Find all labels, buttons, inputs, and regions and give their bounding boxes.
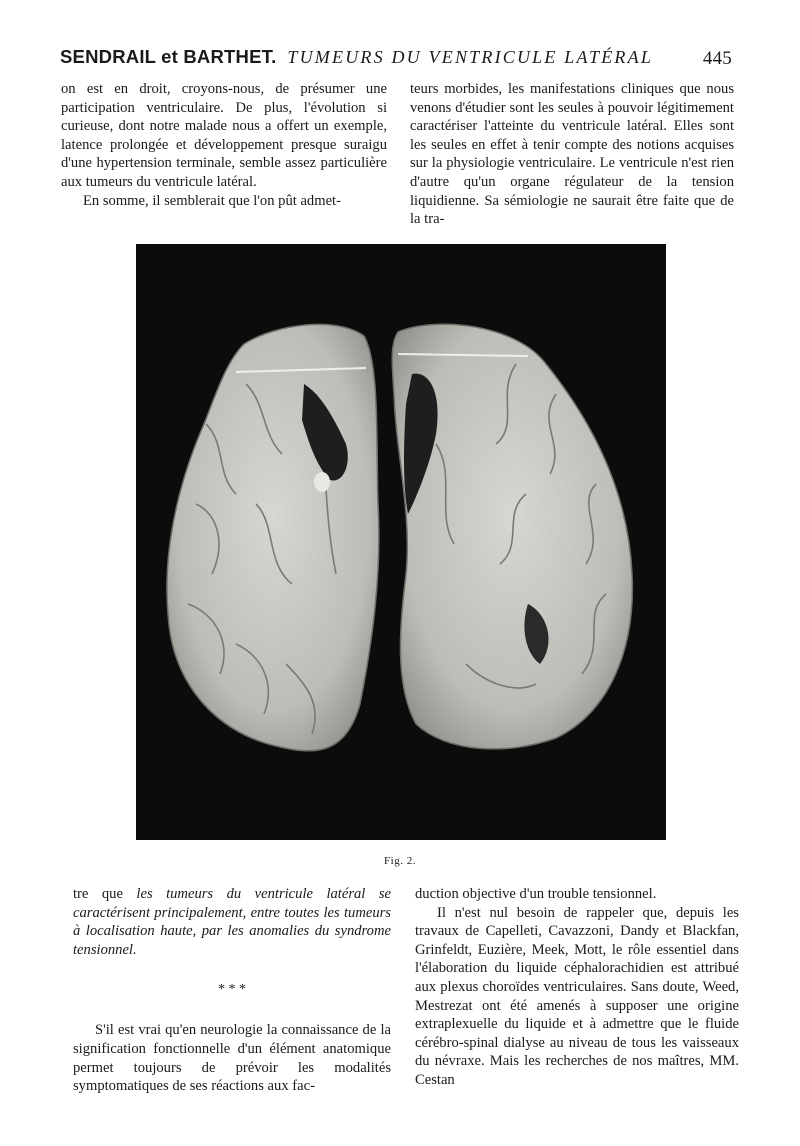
- asterism-divider: * * *: [218, 982, 246, 998]
- column-bottom-right: [415, 885, 739, 1090]
- header-authors: SENDRAIL et BARTHET.: [60, 46, 277, 67]
- column-bottom-left: [73, 885, 391, 1096]
- paragraph: teurs morbides, les manifestations cliniques que nous venons d'étudier sont les seules à pouvoir légitimement caractériser l'atteinte du ventricule latéral. Elles sont les seules en effet à tenir compte des notions acquises sur la physiologie ventriculaire. Le ventricule n'est rien d'autre qu'un organe régulateur de la tension liquidienne. Sa sémiologie ne saurait être faite que de la tra-: [410, 81, 734, 228]
- paragraph: En somme, il semblerait que l'on pût admet-: [83, 192, 341, 209]
- paragraph: duction objective d'un trouble tensionnel.: [415, 886, 657, 902]
- column-top-right: [410, 80, 734, 229]
- brain-section-illustration: [136, 244, 666, 840]
- paragraph: on est en droit, croyons-nous, de présumer une participation ventriculaire. De plus, l'évolution si curieuse, dont notre malade nous a offert un exemple, latence prolongée et développement presque suraigu d'une hypertension terminale, semble assez particulière aux tumeurs du ventricule latéral.: [61, 81, 387, 190]
- paragraph: Il n'est nul besoin de rappeler que, depuis les travaux de Capelleti, Cavazzoni, Dandy et Blackfan, Grinfeldt, Euzière, Meek, Mott, le rôle essentiel dans l'élaboration du liquide céphalorachidien est attribué aux plexus choroïdes ventriculaires. Sans doute, Weed, Mestrezat ont été amenés à supposer une origine extraplexuelle du liquide et à admettre que le fluide cérébro-spinal dialyse au niveau de tous les vaisseaux du névraxe. Mais les recherches de nos maîtres, MM. Cestan: [415, 904, 739, 1088]
- paragraph: S'il est vrai qu'en neurologie la connaissance de la signification fonctionnelle d'un élément anatomique permet toujours de prévoir les modalités symptomatiques de ses réactions aux fac-: [73, 1022, 391, 1095]
- brain-section-photograph: [136, 244, 666, 840]
- paragraph: [73, 885, 391, 959]
- figure-caption: Fig. 2.: [384, 855, 416, 867]
- paragraph-lead: tre que: [73, 886, 137, 902]
- header-title: TUMEURS DU VENTRICULE LATÉRAL: [287, 47, 654, 67]
- running-header: [60, 46, 740, 76]
- column-top-left: [61, 80, 387, 210]
- italic-conclusion: les tumeurs du ventricule latéral se caractérisent principalement, entre toutes les tumeurs à localisation haute, par les anomalies du syndrome tensionnel.: [73, 886, 391, 958]
- page-number: 445: [702, 48, 732, 69]
